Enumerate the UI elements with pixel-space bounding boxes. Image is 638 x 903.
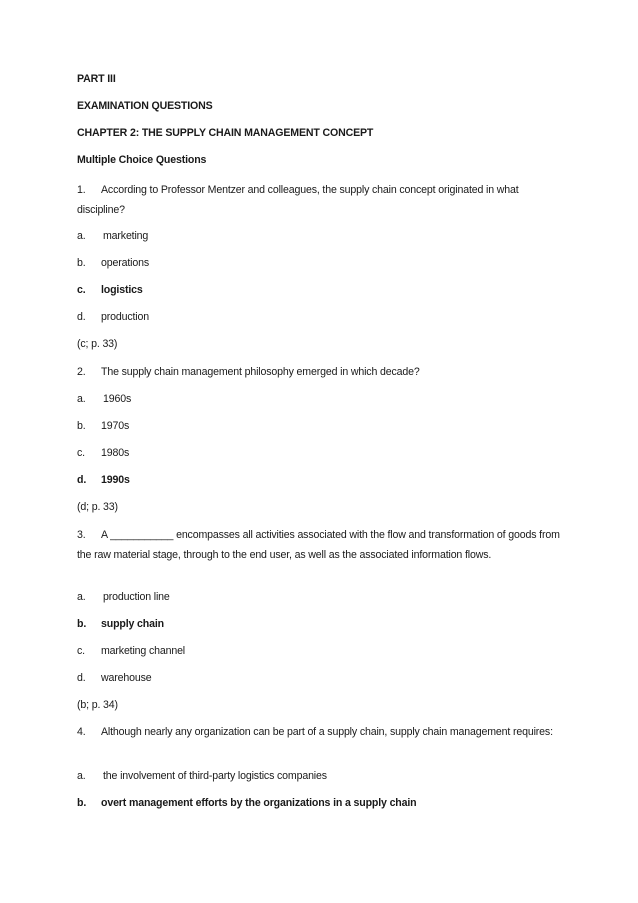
option-2c (77, 445, 567, 461)
question-text: A ___________ encompasses all activities associated with the flow and transformation of goods from the raw material stage, through to the end user, as well as the associated information flows. (77, 529, 560, 561)
option-4a (77, 768, 567, 784)
option-letter: d. (77, 474, 87, 486)
question-2 (77, 364, 567, 380)
option-text: operations (101, 257, 149, 269)
question-number: 3. (77, 529, 86, 541)
option-text: the involvement of third-party logistics companies (103, 770, 327, 782)
option-letter: a. (77, 770, 86, 782)
question-text: Although nearly any organization can be part of a supply chain, supply chain management requires: (101, 726, 553, 738)
question-3 (77, 525, 567, 565)
option-letter: c. (77, 645, 85, 657)
option-text: 1970s (101, 420, 130, 432)
option-text: production line (103, 591, 170, 603)
question-number: 4. (77, 726, 86, 738)
option-letter: a. (77, 591, 86, 603)
option-letter: b. (77, 257, 86, 269)
option-letter: d. (77, 311, 86, 323)
answer-key-1: (c; p. 33) (77, 338, 118, 350)
option-letter: b. (77, 618, 87, 630)
chapter-heading: CHAPTER 2: THE SUPPLY CHAIN MANAGEMENT CONCEPT (77, 127, 374, 139)
option-text: overt management efforts by the organizations in a supply chain (101, 797, 417, 809)
question-1 (77, 180, 567, 220)
option-letter: c. (77, 447, 85, 459)
question-number: 1. (77, 184, 86, 196)
option-text: supply chain (101, 618, 164, 630)
question-number: 2. (77, 366, 86, 378)
option-3d (77, 670, 567, 686)
option-1c-correct (77, 282, 567, 298)
option-4b-correct (77, 795, 567, 811)
option-letter: d. (77, 672, 86, 684)
option-text: 1980s (101, 447, 130, 459)
option-letter: a. (77, 393, 86, 405)
part-heading: PART III (77, 73, 116, 85)
answer-key-2: (d; p. 33) (77, 501, 118, 513)
option-text: 1990s (101, 474, 130, 486)
option-letter: b. (77, 420, 86, 432)
subheading: Multiple Choice Questions (77, 154, 207, 166)
option-2b (77, 418, 567, 434)
option-text: production (101, 311, 149, 323)
question-4 (77, 722, 567, 742)
option-3b-correct (77, 616, 567, 632)
option-text: logistics (101, 284, 143, 296)
option-3c (77, 643, 567, 659)
question-text: The supply chain management philosophy emerged in which decade? (101, 366, 420, 378)
question-text: According to Professor Mentzer and colleagues, the supply chain concept originated in what discipline? (77, 184, 519, 216)
option-letter: b. (77, 797, 87, 809)
option-letter: a. (77, 230, 86, 242)
option-1a (77, 228, 567, 244)
option-2a (77, 391, 567, 407)
option-1b (77, 255, 567, 271)
option-3a (77, 589, 567, 605)
option-1d (77, 309, 567, 325)
option-text: marketing (103, 230, 149, 242)
answer-key-3: (b; p. 34) (77, 699, 118, 711)
section-heading: EXAMINATION QUESTIONS (77, 100, 213, 112)
option-text: warehouse (101, 672, 152, 684)
option-letter: c. (77, 284, 86, 296)
option-text: 1960s (103, 393, 132, 405)
option-text: marketing channel (101, 645, 186, 657)
option-2d-correct (77, 472, 567, 488)
